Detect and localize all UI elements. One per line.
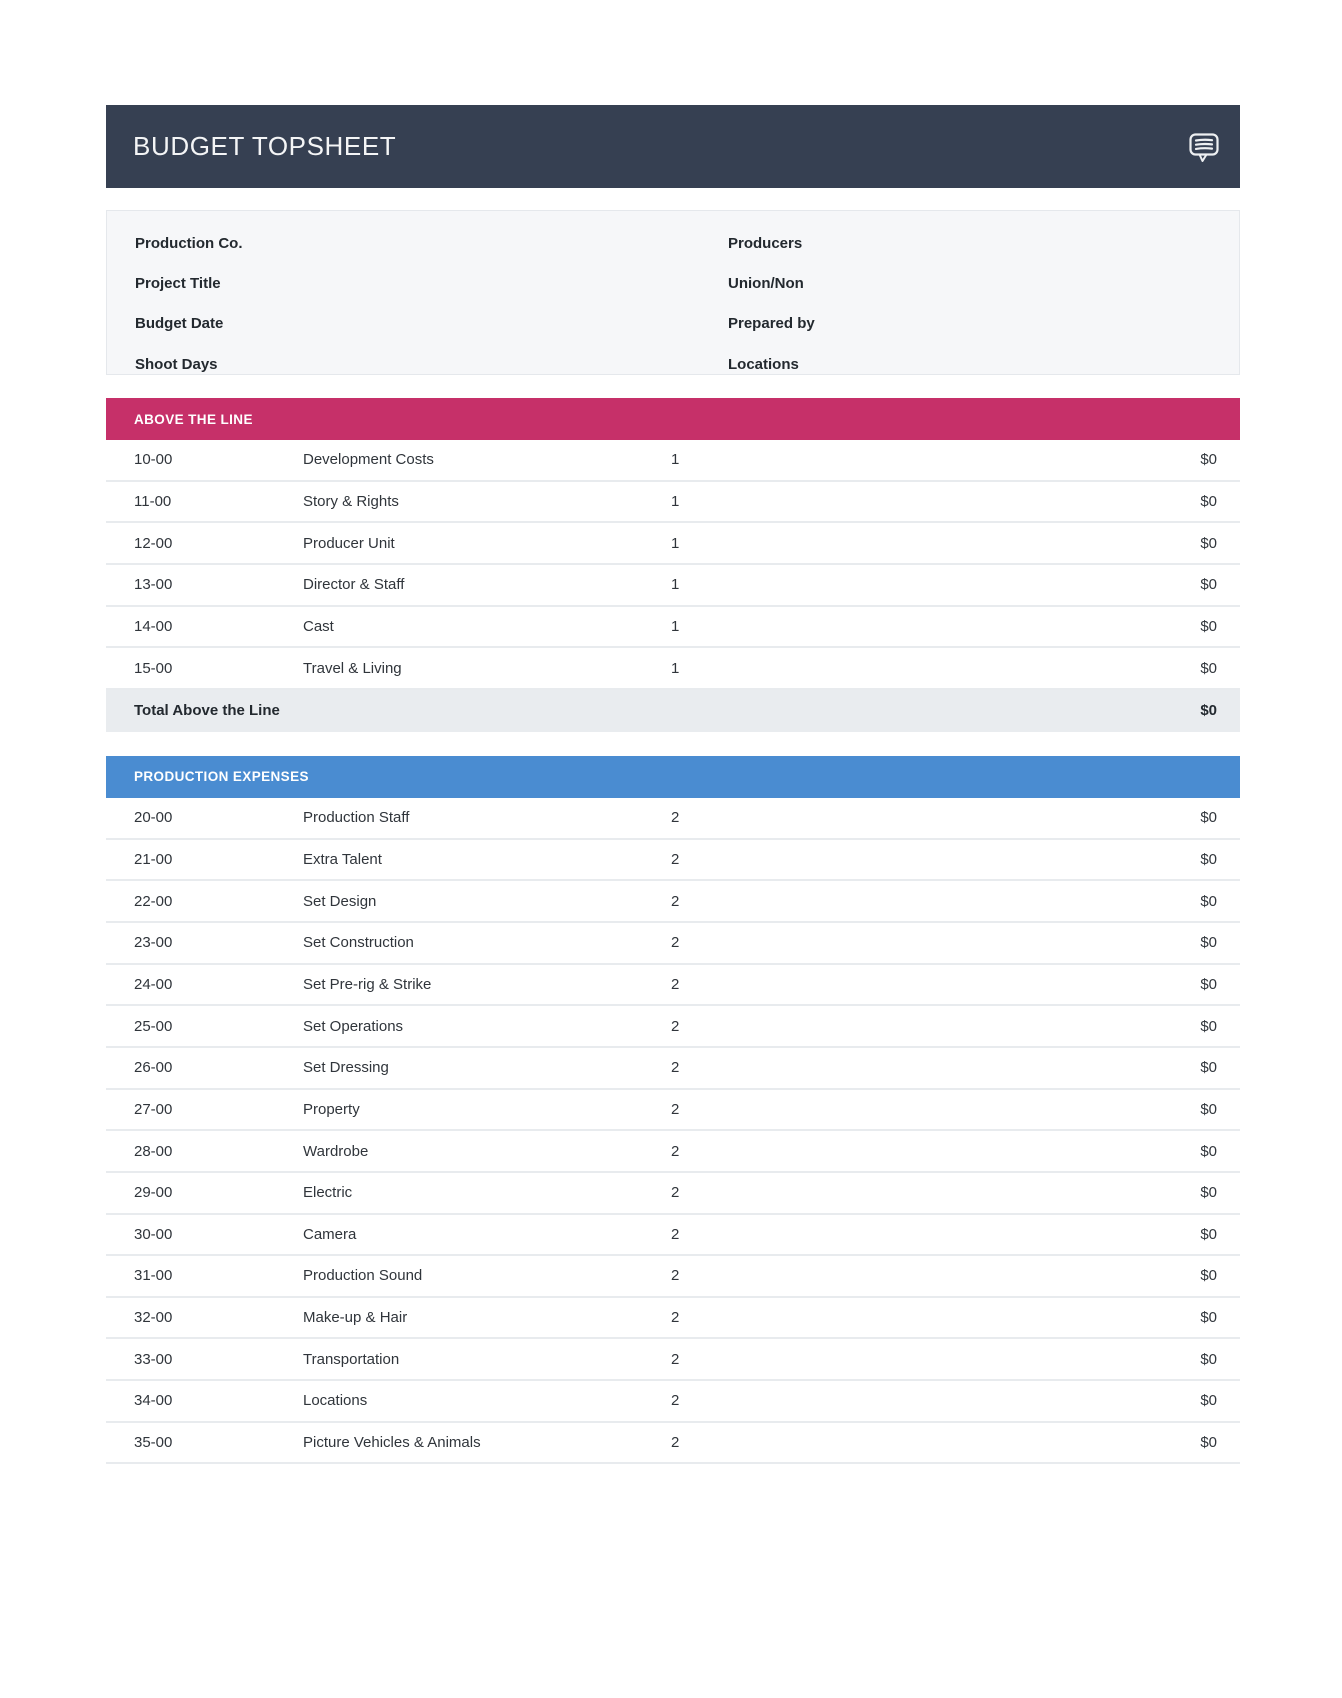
page-number: 2 bbox=[671, 809, 680, 827]
table-row bbox=[106, 840, 1240, 882]
info-label-locations: Locations bbox=[728, 355, 799, 373]
budget-sections bbox=[106, 398, 1240, 1464]
page-number: 2 bbox=[671, 1142, 680, 1160]
account-description: Set Pre-rig & Strike bbox=[303, 975, 432, 993]
amount-value: $0 bbox=[1200, 1434, 1217, 1452]
page-number: 2 bbox=[671, 1350, 680, 1368]
amount-value: $0 bbox=[1200, 1350, 1217, 1368]
account-description: Extra Talent bbox=[303, 850, 382, 868]
total-amount: $0 bbox=[1200, 702, 1217, 720]
account-code: 32-00 bbox=[134, 1309, 173, 1327]
table-row bbox=[106, 1339, 1240, 1381]
budget-section-above-the-line bbox=[106, 398, 1240, 732]
table-row bbox=[106, 523, 1240, 565]
table-row bbox=[106, 1006, 1240, 1048]
header-bar bbox=[106, 105, 1240, 188]
table-row bbox=[106, 798, 1240, 840]
account-code: 20-00 bbox=[134, 809, 173, 827]
account-code: 14-00 bbox=[134, 617, 173, 635]
amount-value: $0 bbox=[1200, 1225, 1217, 1243]
account-description: Set Operations bbox=[303, 1017, 404, 1035]
page-number: 2 bbox=[671, 1392, 680, 1410]
amount-value: $0 bbox=[1200, 1142, 1217, 1160]
account-description: Set Design bbox=[303, 892, 377, 910]
account-description: Producer Unit bbox=[303, 534, 395, 552]
account-code: 28-00 bbox=[134, 1142, 173, 1160]
account-code: 26-00 bbox=[134, 1059, 173, 1077]
production-info-box bbox=[106, 210, 1240, 375]
account-description: Set Dressing bbox=[303, 1059, 389, 1077]
account-description: Electric bbox=[303, 1184, 353, 1202]
account-code: 13-00 bbox=[134, 576, 173, 594]
amount-value: $0 bbox=[1200, 975, 1217, 993]
account-code: 31-00 bbox=[134, 1267, 173, 1285]
info-right-column bbox=[728, 223, 1239, 385]
info-label-union-non: Union/Non bbox=[728, 275, 804, 293]
table-row bbox=[106, 565, 1240, 607]
table-row bbox=[106, 1173, 1240, 1215]
page-number: 1 bbox=[671, 617, 680, 635]
amount-value: $0 bbox=[1200, 1309, 1217, 1327]
page-number: 2 bbox=[671, 850, 680, 868]
amount-value: $0 bbox=[1200, 451, 1217, 469]
amount-value: $0 bbox=[1200, 1392, 1217, 1410]
table-row bbox=[106, 881, 1240, 923]
page-number: 2 bbox=[671, 934, 680, 952]
amount-value: $0 bbox=[1200, 934, 1217, 952]
amount-value: $0 bbox=[1200, 892, 1217, 910]
section-rows bbox=[106, 798, 1240, 1465]
section-title: ABOVE THE LINE bbox=[134, 411, 253, 427]
amount-value: $0 bbox=[1200, 850, 1217, 868]
info-label-shoot-days: Shoot Days bbox=[135, 355, 218, 373]
page-number: 2 bbox=[671, 1309, 680, 1327]
page-number: 2 bbox=[671, 1184, 680, 1202]
info-label-producers: Producers bbox=[728, 234, 803, 252]
account-description: Locations bbox=[303, 1392, 368, 1410]
account-code: 15-00 bbox=[134, 659, 173, 677]
page-number: 1 bbox=[671, 534, 680, 552]
table-row bbox=[106, 607, 1240, 649]
account-code: 33-00 bbox=[134, 1350, 173, 1368]
amount-value: $0 bbox=[1200, 1100, 1217, 1118]
page-number: 1 bbox=[671, 659, 680, 677]
page-number: 2 bbox=[671, 1017, 680, 1035]
account-description: Production Staff bbox=[303, 809, 410, 827]
account-description: Production Sound bbox=[303, 1267, 423, 1285]
section-header-bar bbox=[106, 756, 1240, 798]
account-description: Director & Staff bbox=[303, 576, 405, 594]
amount-value: $0 bbox=[1200, 534, 1217, 552]
account-description: Set Construction bbox=[303, 934, 414, 952]
page-number: 1 bbox=[671, 451, 680, 469]
page-number: 2 bbox=[671, 1225, 680, 1243]
amount-value: $0 bbox=[1200, 1017, 1217, 1035]
table-row bbox=[106, 1131, 1240, 1173]
table-row bbox=[106, 1048, 1240, 1090]
table-row bbox=[106, 1256, 1240, 1298]
account-description: Picture Vehicles & Animals bbox=[303, 1434, 481, 1452]
amount-value: $0 bbox=[1200, 1267, 1217, 1285]
section-title: PRODUCTION EXPENSES bbox=[134, 769, 309, 785]
account-description: Travel & Living bbox=[303, 659, 402, 677]
info-label-project-title: Project Title bbox=[135, 275, 221, 293]
account-code: 12-00 bbox=[134, 534, 173, 552]
page-number: 1 bbox=[671, 576, 680, 594]
amount-value: $0 bbox=[1200, 1184, 1217, 1202]
amount-value: $0 bbox=[1200, 617, 1217, 635]
account-code: 21-00 bbox=[134, 850, 173, 868]
section-total-row bbox=[106, 690, 1240, 732]
table-row bbox=[106, 923, 1240, 965]
account-description: Property bbox=[303, 1100, 360, 1118]
page-title: BUDGET TOPSHEET bbox=[133, 131, 397, 161]
table-row bbox=[106, 482, 1240, 524]
total-label: Total Above the Line bbox=[134, 702, 280, 720]
page-number: 2 bbox=[671, 892, 680, 910]
page-number: 1 bbox=[671, 492, 680, 510]
page-number: 2 bbox=[671, 1059, 680, 1077]
section-rows bbox=[106, 440, 1240, 732]
info-left-column bbox=[135, 223, 728, 385]
page-number: 2 bbox=[671, 1434, 680, 1452]
comment-icon[interactable] bbox=[1186, 129, 1222, 165]
budget-section-production-expenses bbox=[106, 756, 1240, 1465]
table-row bbox=[106, 1381, 1240, 1423]
account-code: 35-00 bbox=[134, 1434, 173, 1452]
amount-value: $0 bbox=[1200, 1059, 1217, 1077]
account-code: 30-00 bbox=[134, 1225, 173, 1243]
table-row bbox=[106, 648, 1240, 690]
page-number: 2 bbox=[671, 1100, 680, 1118]
account-description: Transportation bbox=[303, 1350, 400, 1368]
table-row bbox=[106, 1090, 1240, 1132]
account-description: Cast bbox=[303, 617, 334, 635]
account-code: 29-00 bbox=[134, 1184, 173, 1202]
budget-topsheet bbox=[106, 0, 1240, 1464]
page-number: 2 bbox=[671, 975, 680, 993]
account-code: 11-00 bbox=[134, 492, 172, 510]
table-row bbox=[106, 1298, 1240, 1340]
account-code: 34-00 bbox=[134, 1392, 173, 1410]
amount-value: $0 bbox=[1200, 659, 1217, 677]
info-label-budget-date: Budget Date bbox=[135, 315, 224, 333]
info-label-production-co: Production Co. bbox=[135, 234, 243, 252]
amount-value: $0 bbox=[1200, 576, 1217, 594]
table-row bbox=[106, 1215, 1240, 1257]
account-description: Wardrobe bbox=[303, 1142, 369, 1160]
account-code: 27-00 bbox=[134, 1100, 173, 1118]
account-code: 25-00 bbox=[134, 1017, 173, 1035]
table-row bbox=[106, 965, 1240, 1007]
amount-value: $0 bbox=[1200, 809, 1217, 827]
account-description: Story & Rights bbox=[303, 492, 399, 510]
account-code: 22-00 bbox=[134, 892, 173, 910]
info-label-prepared-by: Prepared by bbox=[728, 315, 815, 333]
page-number: 2 bbox=[671, 1267, 680, 1285]
table-row bbox=[106, 1423, 1240, 1465]
account-code: 23-00 bbox=[134, 934, 173, 952]
account-description: Development Costs bbox=[303, 451, 434, 469]
account-code: 10-00 bbox=[134, 451, 173, 469]
amount-value: $0 bbox=[1200, 492, 1217, 510]
account-description: Make-up & Hair bbox=[303, 1309, 408, 1327]
table-row bbox=[106, 440, 1240, 482]
account-description: Camera bbox=[303, 1225, 357, 1243]
account-code: 24-00 bbox=[134, 975, 173, 993]
section-header-bar bbox=[106, 398, 1240, 440]
